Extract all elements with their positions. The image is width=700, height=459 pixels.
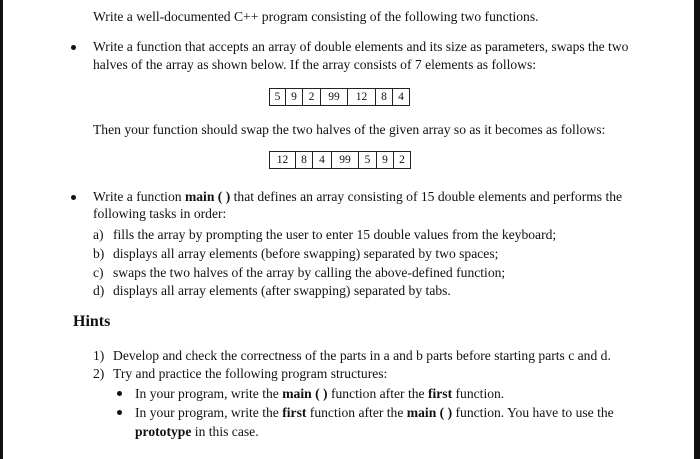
step-label: d) (93, 283, 105, 298)
step-text: fills the array by prompting the user to enter 15 double values from the keyboard; (113, 227, 557, 242)
step-a (93, 226, 556, 243)
step-c (93, 264, 505, 281)
array-before-cell: 5 (270, 89, 286, 105)
hint-bold: main ( ) (406, 405, 453, 420)
hint-bold: main ( ) (282, 386, 328, 401)
task1-line2: halves of the array as shown below. If the array consists of 7 elements as follows: (93, 57, 537, 72)
hints-heading: Hints (73, 313, 111, 330)
task2-main-bold: main ( ) (184, 189, 231, 204)
hint-text: Try and practice the following program structures: (113, 366, 388, 381)
array-after-cell: 2 (399, 154, 405, 166)
hint-2 (93, 365, 387, 382)
hint-text: Develop and check the correctness of the parts in a and b parts before starting parts c and d. (113, 348, 611, 363)
array-after-cell: 9 (377, 152, 394, 168)
bullet-icon (71, 45, 76, 50)
hint-label: 1) (93, 348, 105, 363)
page-right-edge (694, 0, 700, 459)
task1-line1: Write a function that accepts an array of double elements and its size as parameters, swaps the two (93, 39, 629, 54)
array-before-cell: 99 (321, 89, 348, 105)
task1-then-text: Then your function should swap the two halves of the given array so as it becomes as follows: (93, 122, 606, 137)
intro-text: Write a well-documented C++ program consisting of the following two functions. (93, 9, 539, 24)
hint-text: In your program, write the (135, 386, 283, 401)
hint-text: function after the (306, 405, 407, 420)
array-after-cell: 99 (332, 152, 359, 168)
task2-text: Write a function (93, 189, 185, 204)
array-after-cell: 4 (313, 152, 332, 168)
structure-2 (135, 404, 614, 421)
step-label: c) (93, 265, 104, 280)
step-label: a) (93, 227, 104, 242)
hint-text: function after the (327, 386, 428, 401)
step-label: b) (93, 246, 105, 261)
array-after-cell: 8 (296, 152, 313, 168)
sub-bullet-icon (117, 410, 122, 415)
task2-line2: following tasks in order: (93, 206, 227, 221)
task2-line1 (93, 188, 622, 205)
hint-text: function. (452, 386, 505, 401)
step-d (93, 282, 451, 299)
array-before-cell: 12 (348, 89, 376, 105)
array-after-cell: 5 (359, 152, 377, 168)
sub-bullet-icon (117, 391, 122, 396)
structure-2-cont (135, 423, 259, 440)
array-before-cell: 2 (303, 89, 321, 105)
array-after (269, 151, 411, 169)
array-before-cell: 4 (398, 91, 404, 103)
hint-text: in this case. (191, 424, 259, 439)
array-before-cell: 8 (376, 89, 393, 105)
array-before-cell: 9 (286, 89, 303, 105)
task2-text: that defines an array consisting of 15 double elements and performs the (230, 189, 623, 204)
bullet-icon (71, 195, 76, 200)
step-text: displays all array elements (after swapping) separated by tabs. (113, 283, 451, 298)
array-before (269, 88, 410, 106)
hint-label: 2) (93, 366, 105, 381)
hint-bold: first (427, 386, 453, 401)
hint-text: function. You have to use the (452, 405, 614, 420)
step-text: displays all array elements (before swapping) separated by two spaces; (113, 246, 499, 261)
step-text: swaps the two halves of the array by calling the above-defined function; (113, 265, 506, 280)
hint-text: In your program, write the (135, 405, 283, 420)
hint-bold: prototype (135, 424, 192, 439)
hint-bold: first (282, 405, 307, 420)
hint-1 (93, 347, 611, 364)
array-after-cell: 12 (270, 152, 296, 168)
step-b (93, 245, 498, 262)
structure-1 (135, 385, 504, 402)
